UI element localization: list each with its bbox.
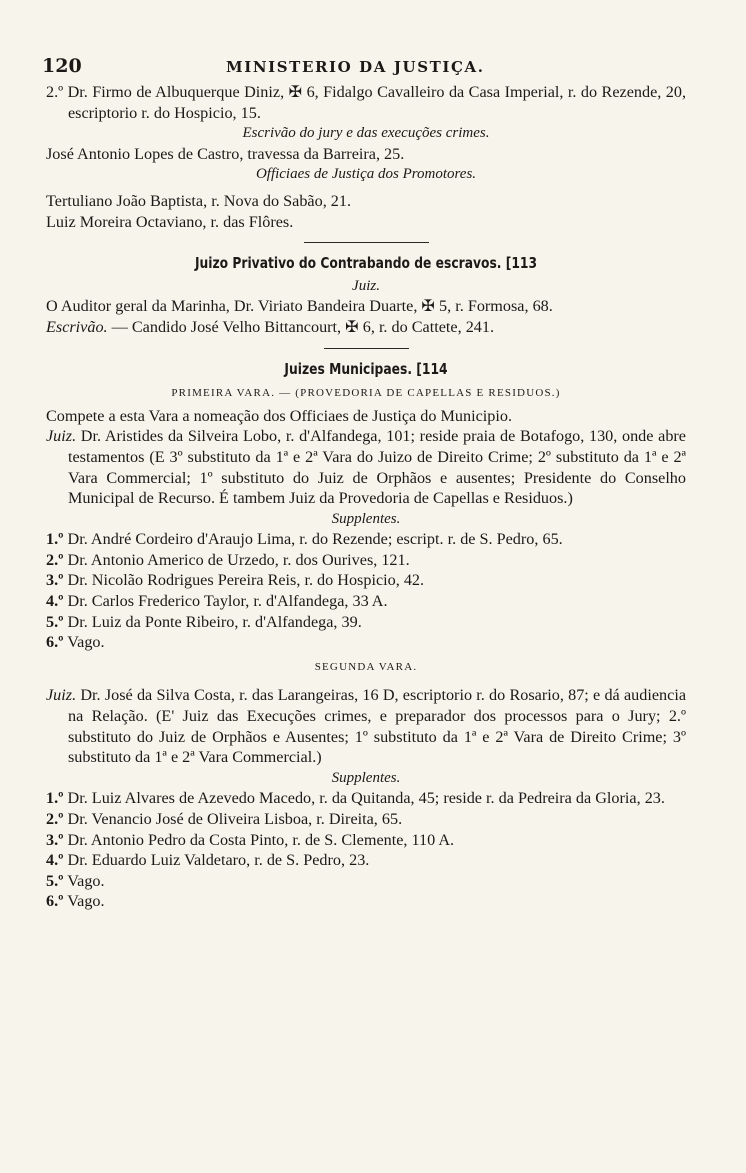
supplente-number: 2.º [46,810,64,828]
section-heading-municipaes: Juizes Municipaes. [114 [284,359,448,378]
officiaes-caption: Officiaes de Justiça dos Promotores. [255,166,477,183]
segunda-vara-juiz [46,685,686,767]
primeira-vara-juiz [46,426,686,508]
supplente-number: 4.º [46,851,64,870]
supplente-number: 5.º [46,612,64,631]
supplente-number: 2.º [46,550,64,569]
supplente-item [46,809,686,830]
supplente-text: Dr. Antonio Americo de Urzedo, r. dos Ourives, 121. [63,550,410,569]
document-page [42,55,686,912]
supplente-text: Vago. [63,871,105,890]
supplente-item [46,550,686,571]
juiz-text: Dr. Aristides da Silveira Lobo, r. d'Alfandega, 101; reside praia de Botafogo, 130, onde abre testamentos (E 3º substituto da 1ª e 2ª Vara do Juizo de Direito Crime; 2º substituto da 1ª e 2ª Vara Commercial; 1º substituto do Juiz de Orphãos e ausentes; Presidente do Conselho Municipal de Recurso. É tambem Juiz da Provedoria de Capellas e Residuos.) [68,427,686,508]
supplente-text: Dr. Antonio Pedro da Costa Pinto, r. de S. Clemente, 110 A. [63,830,455,849]
supplente-number: 4.º [46,592,64,611]
compete-text: Compete a esta Vara a nomeação dos Officiaes de Justiça do Municipio. [46,406,512,425]
supplente-item [46,529,686,550]
supplentes-caption: Supplentes. [331,769,401,786]
section-divider [304,242,429,243]
contrabando-escrivao [46,317,686,338]
supplente-text: Dr. Venancio José de Oliveira Lisboa, r. Direita, 65. [63,810,403,828]
escrivao-jury-caption: Escrivão do jury e das execuções crimes. [242,125,490,142]
supplente-item [46,632,686,653]
supplente-text: Vago. [63,892,105,911]
supplente-text: Dr. Luiz da Ponte Ribeiro, r. d'Alfandega, 39. [63,612,362,631]
supplente-text: Vago. [63,633,105,652]
escrivao-label: Escrivão. [46,317,108,336]
supplente-item [46,570,686,591]
officiaes-item: Luiz Moreira Octaviano, r. das Flôres. [46,212,294,231]
section-heading-contrabando: Juizo Privativo do Contrabando de escravos. [113 [194,254,538,273]
promotor-entry: 2.º Dr. Firmo de Albuquerque Diniz, ✠ 6, Fidalgo Cavalleiro da Casa Imperial, r. do Rezende, 20, escriptorio r. do Hospicio, 15. [46,83,686,122]
primeira-vara-caption: PRIMEIRA VARA. — (PROVEDORIA DE CAPELLAS E RESIDUOS.) [171,387,561,400]
supplente-item [46,612,686,633]
juiz-label: Juiz. [46,427,77,446]
supplentes-caption: Supplentes. [331,510,401,527]
supplente-number: 1.º [46,530,64,549]
escrivao-jury-name: José Antonio Lopes de Castro, travessa da Barreira, 25. [46,144,405,163]
supplente-text: Dr. Eduardo Luiz Valdetaro, r. de S. Pedro, 23. [63,851,370,870]
supplente-text: Dr. Carlos Frederico Taylor, r. d'Alfandega, 33 A. [63,592,388,611]
escrivao-text: — Candido José Velho Bittancourt, ✠ 6, r. do Cattete, 241. [107,317,495,336]
segunda-vara-caption: SEGUNDA VARA. [314,660,418,673]
contrabando-juiz: O Auditor geral da Marinha, Dr. Viriato Bandeira Duarte, ✠ 5, r. Formosa, 68. [46,297,553,316]
supplente-number: 1.º [46,789,64,808]
supplente-number: 3.º [46,571,64,590]
supplente-item [46,871,686,892]
section-divider [324,348,409,349]
supplente-item [46,830,686,851]
supplente-item [46,591,686,612]
juiz-caption: Juiz. [352,277,380,294]
supplente-number: 6.º [46,892,64,911]
juiz-text: Dr. José da Silva Costa, r. das Larangeiras, 16 D, escriptorio r. do Rosario, 87; e dá audiencia na Relação. (E' Juiz das Execuções crimes, e preparador dos processos para o Jury; 2.º substituto do Juiz de Orphãos e Ausentes; 1º substituto da 1ª e 2ª Vara de Direito Crime; 3º substituto da 1ª e 2ª Vara Commercial.) [68,686,686,767]
page-header [42,55,686,82]
supplente-item [46,788,686,809]
supplente-number: 5.º [46,871,64,890]
juiz-label: Juiz. [46,686,77,705]
supplente-number: 6.º [46,633,64,652]
supplente-text: Dr. Nicolão Rodrigues Pereira Reis, r. do Hospicio, 42. [63,571,425,590]
supplente-item [46,891,686,912]
supplente-number: 3.º [46,830,64,849]
supplente-text: Dr. Luiz Alvares de Azevedo Macedo, r. da Quitanda, 45; reside r. da Pedreira da Gloria, 23. [63,789,665,808]
page-number: 120 [42,55,82,77]
officiaes-item: Tertuliano João Baptista, r. Nova do Sabão, 21. [46,191,352,210]
running-title: MINISTERIO DA JUSTIÇA. [226,58,485,76]
supplente-text: Dr. André Cordeiro d'Araujo Lima, r. do Rezende; escript. r. de S. Pedro, 65. [63,530,563,549]
supplente-item [46,850,686,871]
